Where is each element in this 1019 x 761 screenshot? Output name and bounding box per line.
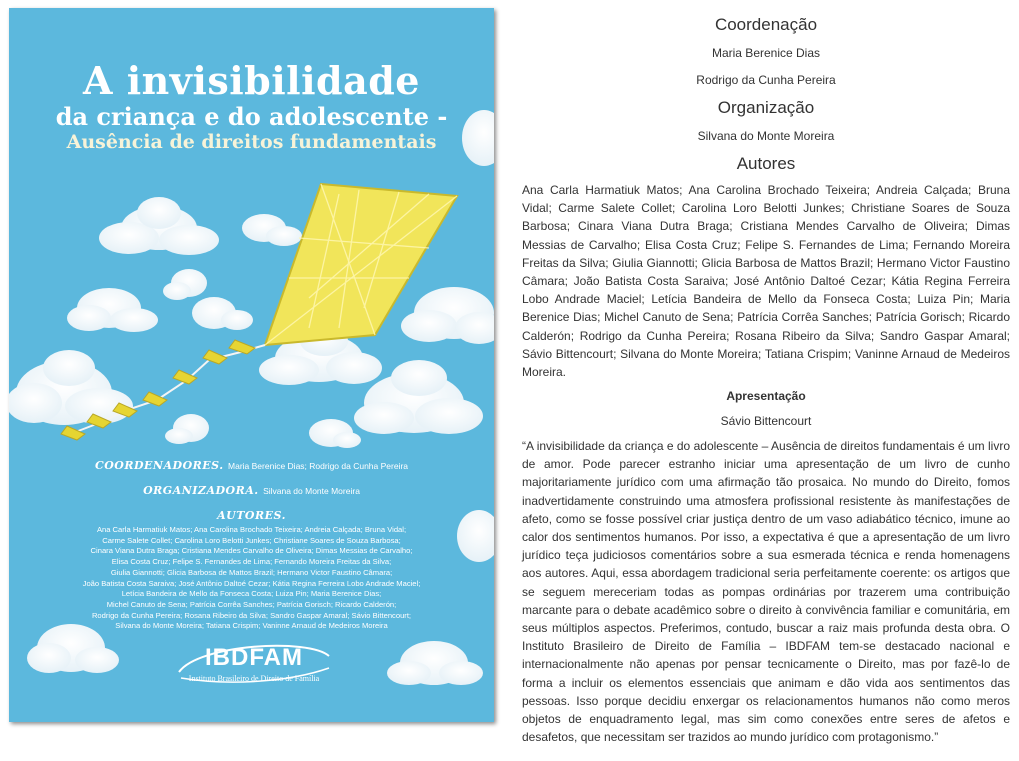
cover-autores-line: Silvana do Monte Moreira; Tatiana Crispim; Vaninne Arnaud de Medeiros Moreira (115, 621, 388, 631)
cover-coordenadores (9, 456, 494, 474)
book-cover[interactable] (9, 8, 494, 722)
cover-autores-line: Ana Carla Harmatiuk Matos; Ana Carolina Brochado Teixeira; Andreia Calçada; Bruna Vidal; (96, 525, 407, 534)
cloud (401, 287, 494, 344)
autores-heading: Autores (736, 154, 796, 173)
cover-subtitle-line1: da criança e do adolescente - (55, 102, 448, 131)
cover-autores-list (29, 525, 474, 632)
coordenacao-heading: Coordenação (714, 15, 818, 34)
cover-autores-line: Giulia Giannotti; Glicia Barbosa de Mattos Brazil; Hermano Victor Faustino Câmara; (110, 567, 393, 577)
organizacao-name: Silvana do Monte Moreira (697, 129, 835, 143)
cover-autores-heading (9, 506, 494, 524)
cover-autores-line: Carme Salete Collet; Carolina Loro Belotti Junkes; Christiane Soares de Souza Barbosa; (102, 535, 401, 545)
cover-coordenadores-value: Maria Berenice Dias; Rodrigo da Cunha Pereira (228, 461, 409, 471)
cover-autores-label: AUTORES. (217, 509, 286, 522)
apresentacao-heading: Apresentação (726, 389, 806, 403)
cloud (9, 350, 133, 425)
cloud (99, 197, 219, 255)
cloud (165, 414, 209, 444)
cover-title: A invisibilidade (83, 58, 420, 103)
cover-coordenadores-label: COORDENADORES. (94, 459, 224, 472)
cover-autores-line: Letícia Bandeira de Mello da Fonseca Costa; Luiza Pin; Maria Berenice Dias; (121, 589, 382, 599)
coordenacao-name: Rodrigo da Cunha Pereira (696, 73, 836, 87)
coordenacao-name: Maria Berenice Dias (711, 46, 821, 60)
cover-autores-line: Rodrigo da Cunha Pereira; Rosana Ribeiro da Silva; Sandro Gaspar Amaral; Sávio Bittencourt; (91, 610, 412, 620)
organizacao-heading: Organização (717, 98, 815, 117)
autores-list: Ana Carla Harmatiuk Matos; Ana Carolina Brochado Teixeira; Andreia Calçada; Bruna Vidal; Carme Salete Collet; Carolina Loro Belotti Junkes; Christiane Soares de Souza Barbosa; Cinara Viana Dutra Braga; Cristiana Mendes Carvalho de Oliveira; Dimas Messias de Carvalho; Elisa Costa Cruz; Felipe S. Fernandes de Lima; Fernando Moreira Freitas da Silva; Giulia Giannotti; Glicia Barbosa de Mattos Brazil; Hermano Victor Faustino Câmara; João Batista Costa Saraiva; José Antônio Daltoé Cezar; Kátia Regina Ferreira Lobo Andrade Maciel; Letícia Bandeira de Mello da Fonseca Costa; Luiza Pin; Maria Berenice Dias; Michel Canuto de Sena; Patrícia Corrêa Sanches; Patrícia Gorisch; Ricardo Calderón; Rodrigo da Cunha Pereira; Rosana Ribeiro da Silva; Sandro Gaspar Amaral; Sávio Bittencourt; Silvana do Monte Moreira; Tatiana Crispim; Vaninne Arnaud de Medeiros Moreira. (522, 183, 1010, 380)
cover-organizadora (9, 481, 494, 499)
logo-wordmark: IBDFAM (205, 644, 303, 671)
ibdfam-logo (169, 638, 339, 683)
cover-autores-line: João Batista Costa Saraiva; José Antônio Daltoé Cezar; Kátia Regina Ferreira Lobo Andrade Maciel; (82, 578, 421, 588)
cover-autores-line: Cinara Viana Dutra Braga; Cristiana Mendes Carvalho de Oliveira; Dimas Messias de Carvalho; (90, 546, 413, 556)
cloud (163, 269, 207, 300)
logo-subtitle: Instituto Brasileiro de Direito de Família (188, 674, 320, 683)
cloud (242, 214, 302, 246)
cover-organizadora-value: Silvana do Monte Moreira (263, 486, 360, 496)
cloud (309, 419, 361, 448)
cloud (67, 288, 158, 332)
cover-organizadora-label: ORGANIZADORA. (143, 484, 259, 497)
apresentacao-text: “A invisibilidade da criança e do adolescente – Ausência de direitos fundamentais é um livro de amor. Pode parecer estranho iniciar uma apresentação de um livro de cunho majoritariamente jurídico com uma afirmação tão prosaica. No mundo do Direito, fomos inadvertidamente construindo uma atmosfera profissional resistente às manifestações de afeto, como se fosse possível criar justiça dentro de um vaso adiabático técnico, imune ao calor dos sentimentos humanos. Por isso, a expectativa é que a apresentação de um livro jurídico teça judiciosos comentários sobre a sua esmerada técnica e renda homenagens aos autores. Aqui, essa abordagem tradicional seria perfeitamente coerente: os artigos que se seguem mereceriam todas as pompas ordinárias por trazerem uma contribuição marcante para o debate acadêmico sobre o direito à convivência familiar e comunitária, em seus múltiplos aspectos. Preferimos, contudo, buscar a raiz mais profunda desta obra. O Instituto Brasileiro de Direito de Família – IBDFAM tem-se destacado nacional e internacionalmente não apenas por pensar tecnicamente o Direito, mas por fazê-lo de forma a incluir os elementos essenciais que animam e dão vida aos sentimentos das pessoas. Isso porque decidiu enxergar os relacionamentos humanos não como meros objetos de enquadramento legal, mas sim como conexões entre seres de afetos e desafetos, que necessitam ser trazidos ao mundo jurídico com protagonismo.” (522, 439, 1010, 745)
cloud (192, 297, 253, 330)
cover-autores-line: Elisa Costa Cruz; Felipe S. Fernandes de Lima; Fernando Moreira Freitas da Silva; (111, 557, 392, 567)
cover-autores-line: Michel Canuto de Sena; Patrícia Corrêa Sanches; Patrícia Gorisch; Ricardo Calderón; (106, 599, 397, 609)
apresentacao-author: Sávio Bittencourt (720, 414, 812, 428)
logo-swoosh-icon (169, 638, 339, 684)
cover-subtitle-line2: Ausência de direitos fundamentais (66, 131, 437, 153)
cloud (387, 641, 483, 685)
